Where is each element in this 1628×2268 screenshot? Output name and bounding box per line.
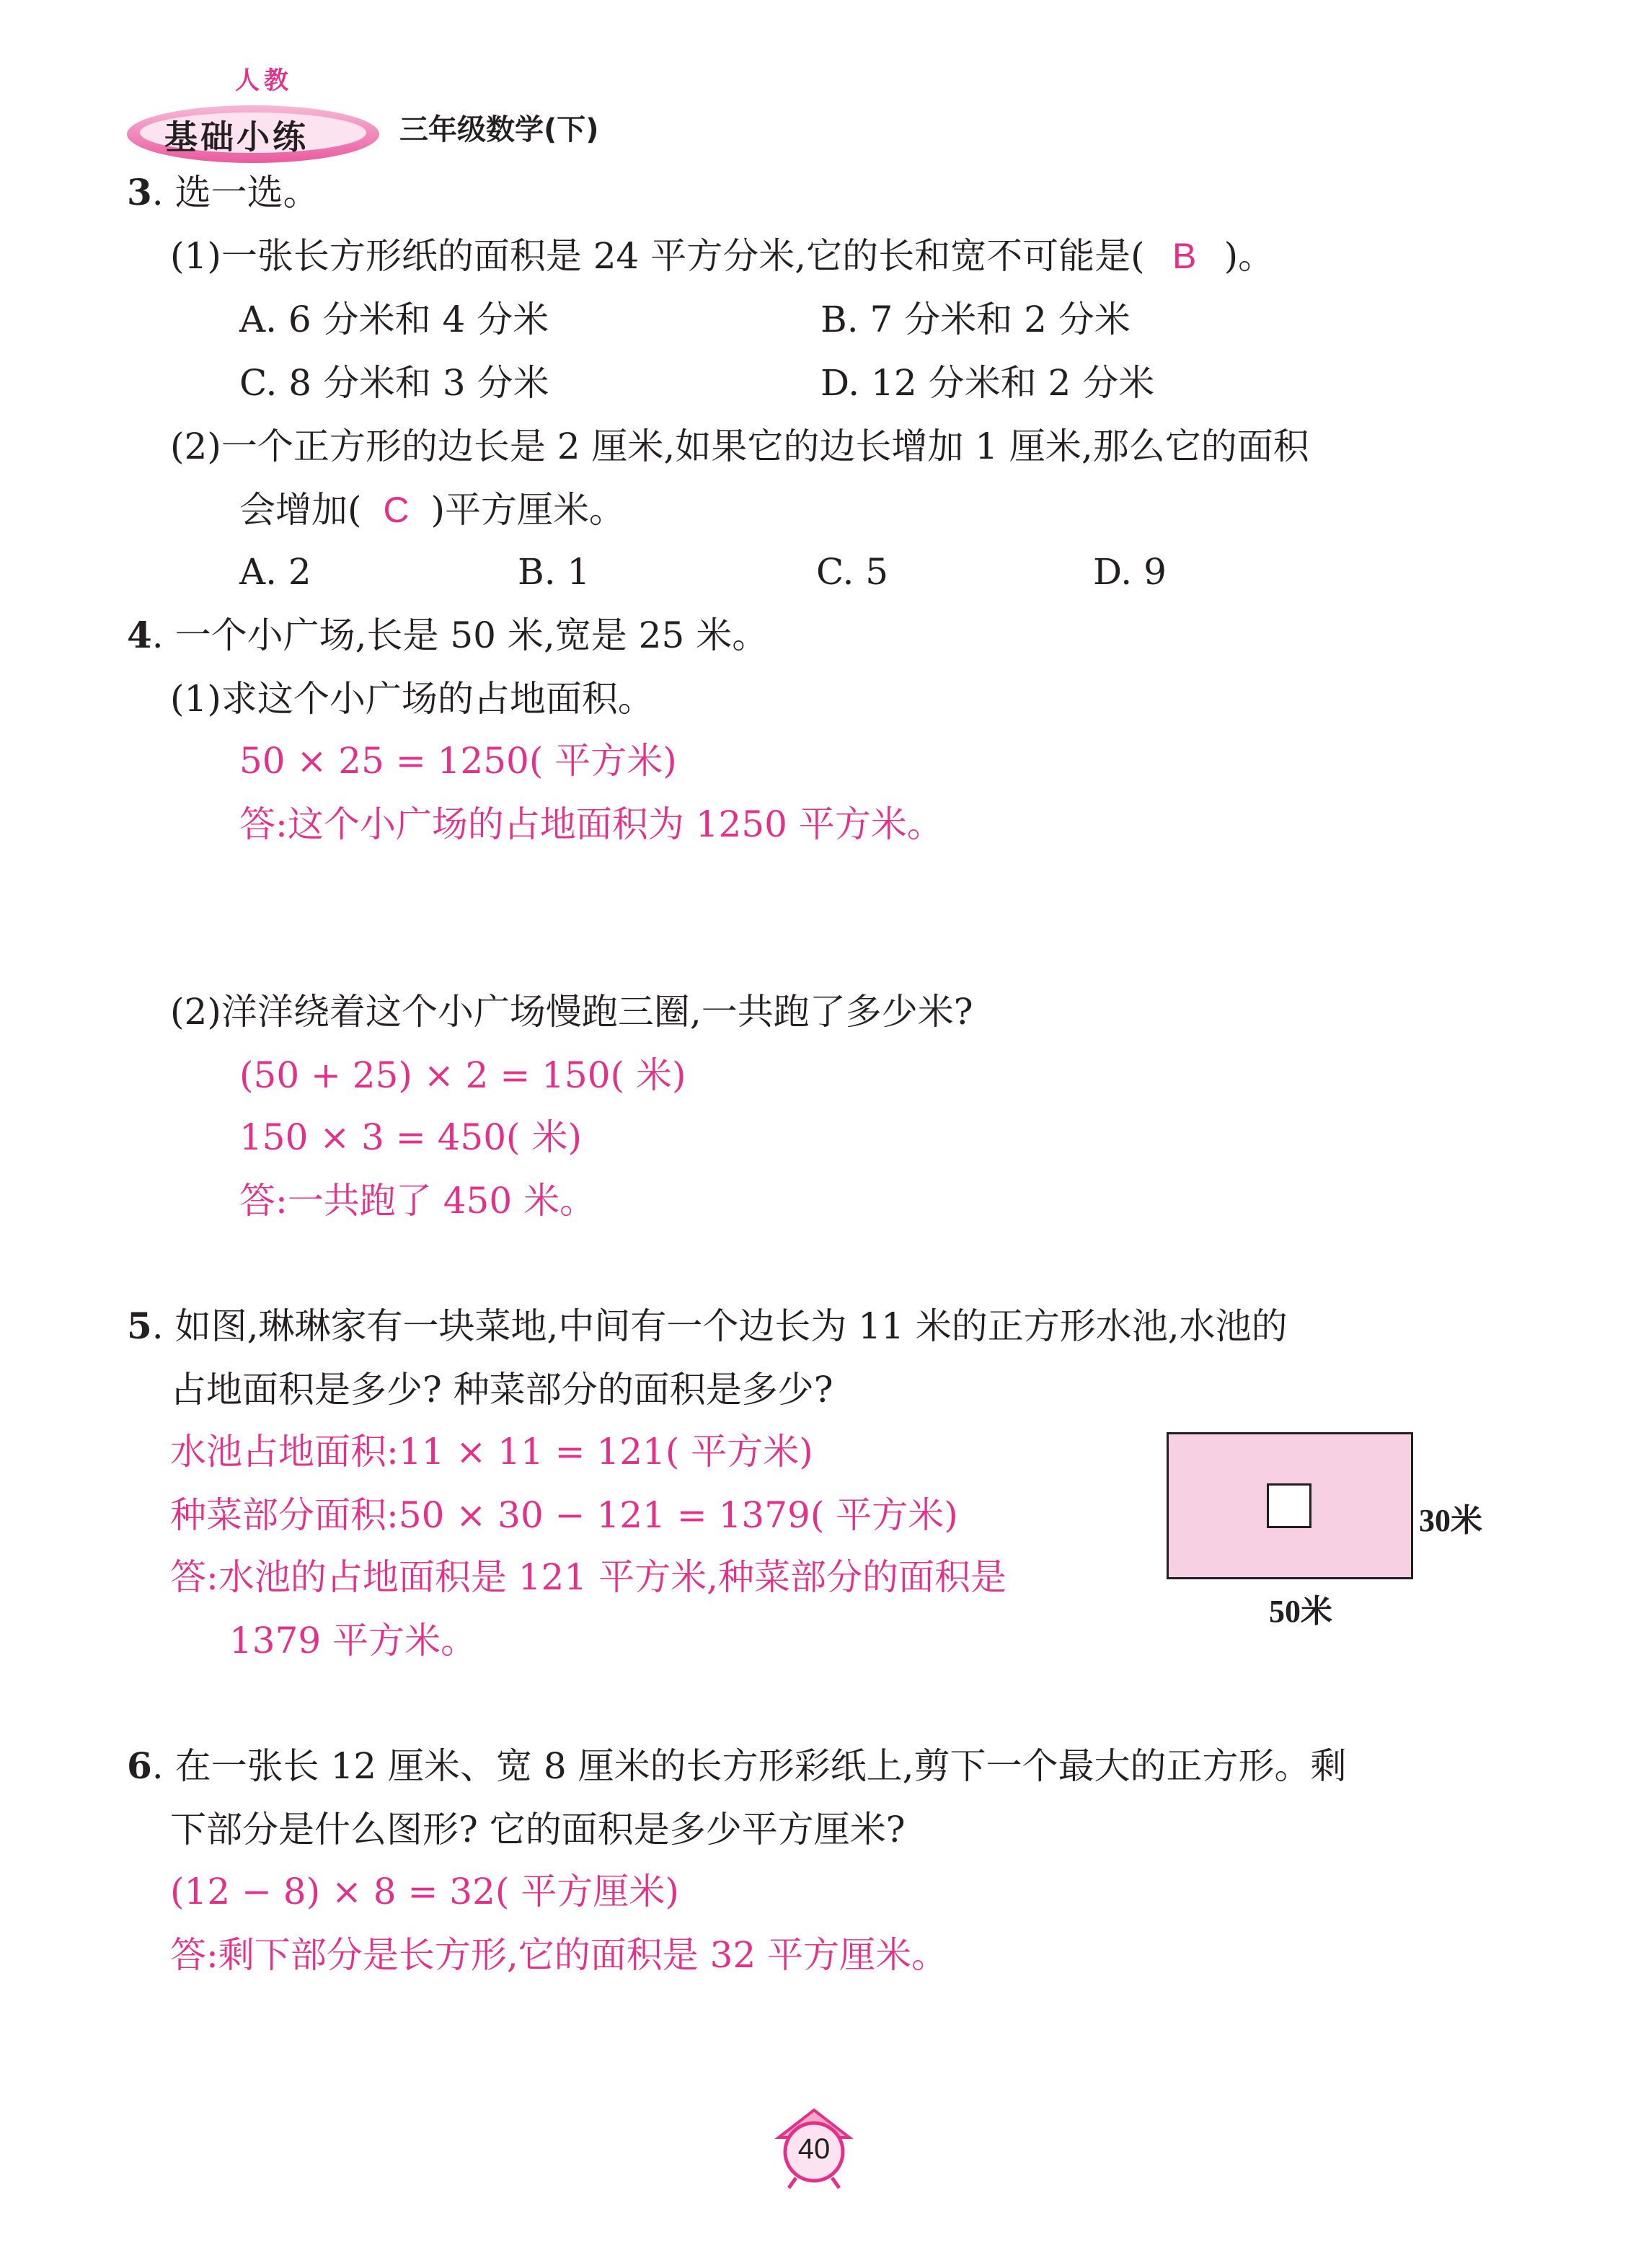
q6-title-text: . 在一张长 12 厘米、宽 8 厘米的长方形彩纸上,剪下一个最大的正方形。剩 <box>151 1745 1347 1787</box>
logo-publisher: 人教 <box>235 66 293 95</box>
q3-p1-stem-after: )。 <box>1224 235 1275 277</box>
q4-p2-answer-line2: 150 × 3 = 450( 米) <box>239 1116 582 1158</box>
q4-p2-answer-line3: 答:一共跑了 450 米。 <box>239 1180 596 1222</box>
q3-p2-answer: C <box>383 490 410 530</box>
pond-square <box>1267 1483 1311 1528</box>
q4-number: 4 <box>127 614 152 656</box>
logo-series-name: 基础小练 <box>164 118 309 156</box>
q3-p2-option-b: B. 1 <box>518 551 590 593</box>
q5-answer-line2: 种菜部分面积:50 × 30 − 121 = 1379( 平方米) <box>170 1494 958 1536</box>
q4-p1-answer-line1: 50 × 25 = 1250( 平方米) <box>239 740 677 782</box>
q4-p2-stem: (2)洋洋绕着这个小广场慢跑三圈,一共跑了多少米? <box>170 991 973 1033</box>
q6-title-line2: 下部分是什么图形? 它的面积是多少平方厘米? <box>170 1809 906 1850</box>
q3-p1-option-d: D. 12 分米和 2 分米 <box>820 362 1155 404</box>
grade-subject-label: 三年级数学(下) <box>399 113 599 146</box>
q3-p1-option-c: C. 8 分米和 3 分米 <box>239 362 549 404</box>
q4-p1-stem: (1)求这个小广场的占地面积。 <box>170 678 654 720</box>
q6-answer-line2: 答:剩下部分是长方形,它的面积是 32 平方厘米。 <box>170 1934 948 1976</box>
q5-answer-line1: 水池占地面积:11 × 11 = 121( 平方米) <box>170 1431 813 1473</box>
q5-number: 5 <box>127 1305 152 1347</box>
q3-p2-stem-line1: (2)一个正方形的边长是 2 厘米,如果它的边长增加 1 厘米,那么它的面积 <box>170 425 1309 467</box>
q3-title <box>127 170 319 215</box>
q6-title <box>127 1744 1347 1788</box>
q3-p2-option-a: A. 2 <box>239 551 311 593</box>
q3-p1-option-a: A. 6 分米和 4 分米 <box>239 299 549 340</box>
q6-number: 6 <box>127 1744 152 1787</box>
q6-answer-line1: (12 − 8) × 8 = 32( 平方厘米) <box>170 1871 679 1912</box>
series-logo <box>127 61 386 169</box>
q5-title-text: . 如图,琳琳家有一块菜地,中间有一个边长为 11 米的正方形水池,水池的 <box>151 1305 1288 1347</box>
q3-p1-option-b: B. 7 分米和 2 分米 <box>820 299 1131 340</box>
q3-p2-option-d: D. 9 <box>1093 551 1167 593</box>
q5-answer-line3: 答:水池的占地面积是 121 平方米,种菜部分的面积是 <box>170 1556 1007 1598</box>
q5-title-line2: 占地面积是多少? 种菜部分的面积是多少? <box>170 1369 833 1411</box>
q5-answer-line4: 1379 平方米。 <box>229 1620 477 1662</box>
field-height-label: 30米 <box>1419 1503 1482 1538</box>
q4-title <box>127 613 768 658</box>
q4-p2-answer-line1: (50 + 25) × 2 = 150( 米) <box>239 1054 686 1096</box>
q3-p2-stem-line2 <box>239 487 625 532</box>
q3-p1-answer: B <box>1172 236 1197 276</box>
field-width-label: 50米 <box>1269 1594 1332 1629</box>
q3-p2-stem-after: )平方厘米。 <box>430 489 626 531</box>
q3-p2-option-c: C. 5 <box>816 551 889 593</box>
q5-title <box>127 1304 1288 1349</box>
page-number: 40 <box>797 2133 831 2165</box>
page-number-badge <box>774 2106 854 2191</box>
vegetable-field-rectangle <box>1167 1432 1413 1579</box>
q4-title-text: . 一个小广场,长是 50 米,宽是 25 米。 <box>151 614 769 656</box>
q3-p1-stem <box>170 234 1274 278</box>
q4-p1-answer-line2: 答:这个小广场的占地面积为 1250 平方米。 <box>239 803 943 845</box>
q3-p1-stem-before: (1)一张长方形纸的面积是 24 平方分米,它的长和宽不可能是( <box>170 235 1145 277</box>
q3-number: 3 <box>127 171 152 213</box>
q3-title-text: . 选一选。 <box>151 172 319 213</box>
q3-p2-stem-before: 会增加( <box>239 489 362 531</box>
